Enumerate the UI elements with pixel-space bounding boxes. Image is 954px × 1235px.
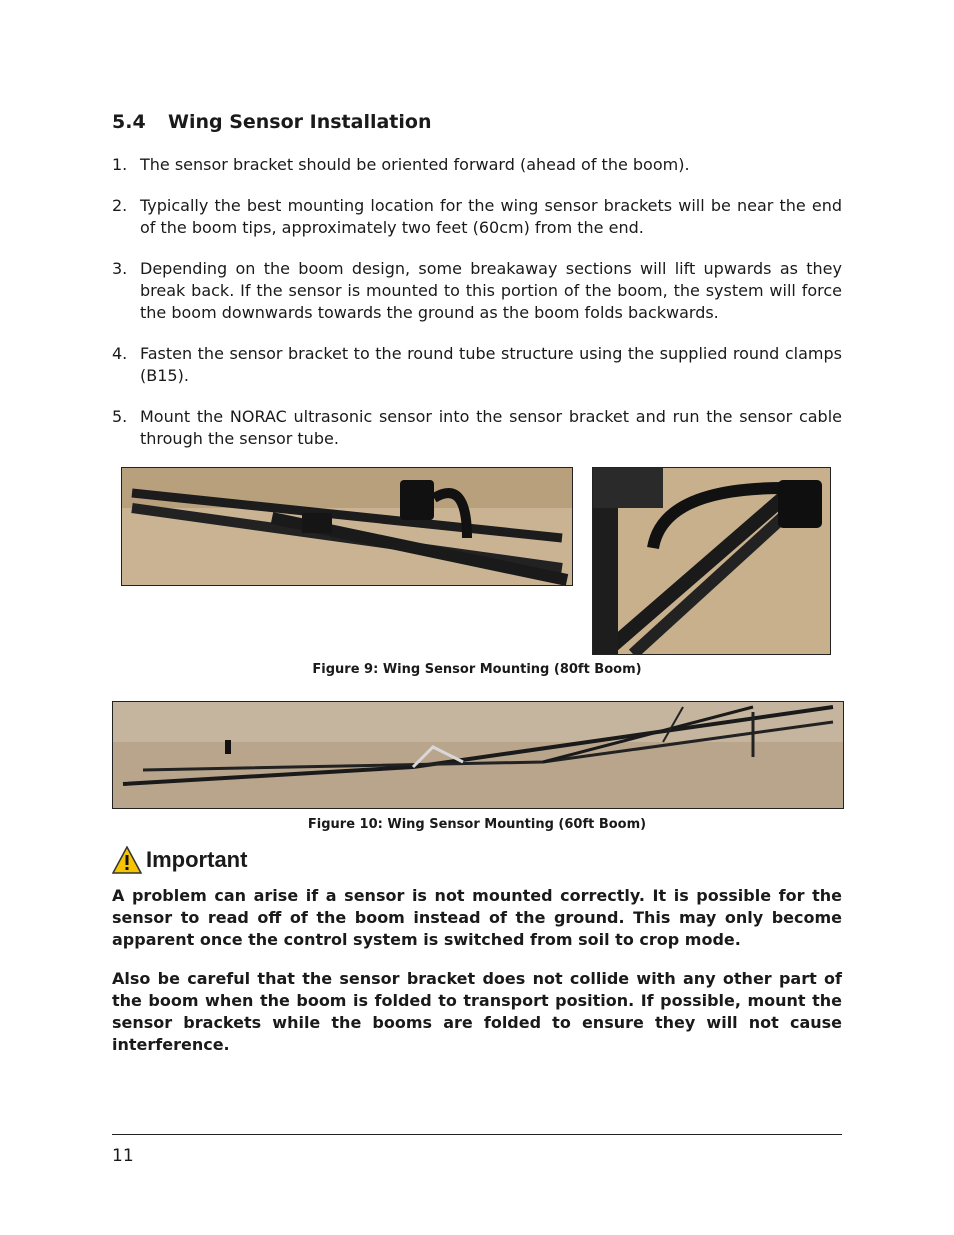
step-item <box>112 154 842 176</box>
figure-9-caption: Figure 9: Wing Sensor Mounting (80ft Boom) <box>312 662 642 677</box>
section-title: Wing Sensor Installation <box>168 111 432 133</box>
page-number: 11 <box>112 1146 134 1166</box>
important-paragraph-1: A problem can arise if a sensor is not mounted correctly. It is possible for the sensor to read off of the boom instead of the ground. This may only become apparent once the control system is switched from soil to crop mode. <box>112 886 842 949</box>
warning-triangle-icon <box>112 846 142 874</box>
step-number: 3. <box>112 259 128 278</box>
installation-steps <box>112 154 842 469</box>
figure-10-photo <box>112 701 844 809</box>
step-text: The sensor bracket should be oriented forward (ahead of the boom). <box>140 155 690 174</box>
figure-10-caption: Figure 10: Wing Sensor Mounting (60ft Boom) <box>307 817 647 832</box>
step-text: Mount the NORAC ultrasonic sensor into the sensor bracket and run the sensor cable through the sensor tube. <box>140 407 842 448</box>
section-number: 5.4 <box>112 111 146 133</box>
footer-divider <box>112 1134 842 1135</box>
figure-9-photo-right <box>592 467 831 655</box>
important-label: Important <box>146 847 248 872</box>
section-heading <box>112 111 432 133</box>
step-item <box>112 258 842 324</box>
step-text: Fasten the sensor bracket to the round tube structure using the supplied round clamps (B15). <box>140 344 842 385</box>
important-heading <box>112 846 247 874</box>
step-number: 4. <box>112 344 128 363</box>
step-text: Depending on the boom design, some breakaway sections will lift upwards as they break back. If the sensor is mounted to this portion of the boom, the system will force the boom downwards towards the ground as the boom folds backwards. <box>140 259 842 322</box>
step-item <box>112 343 842 387</box>
figure-9-photo-left <box>121 467 573 586</box>
step-number: 1. <box>112 155 128 174</box>
step-number: 2. <box>112 196 128 215</box>
step-item <box>112 406 842 450</box>
step-item <box>112 195 842 239</box>
important-paragraph-2: Also be careful that the sensor bracket does not collide with any other part of the boom when the boom is folded to transport position. If possible, mount the sensor brackets while the booms are folded to ensure they will not cause interference. <box>112 969 842 1054</box>
step-number: 5. <box>112 407 128 426</box>
step-text: Typically the best mounting location for the wing sensor brackets will be near the end of the boom tips, approximately two feet (60cm) from the end. <box>140 196 842 237</box>
